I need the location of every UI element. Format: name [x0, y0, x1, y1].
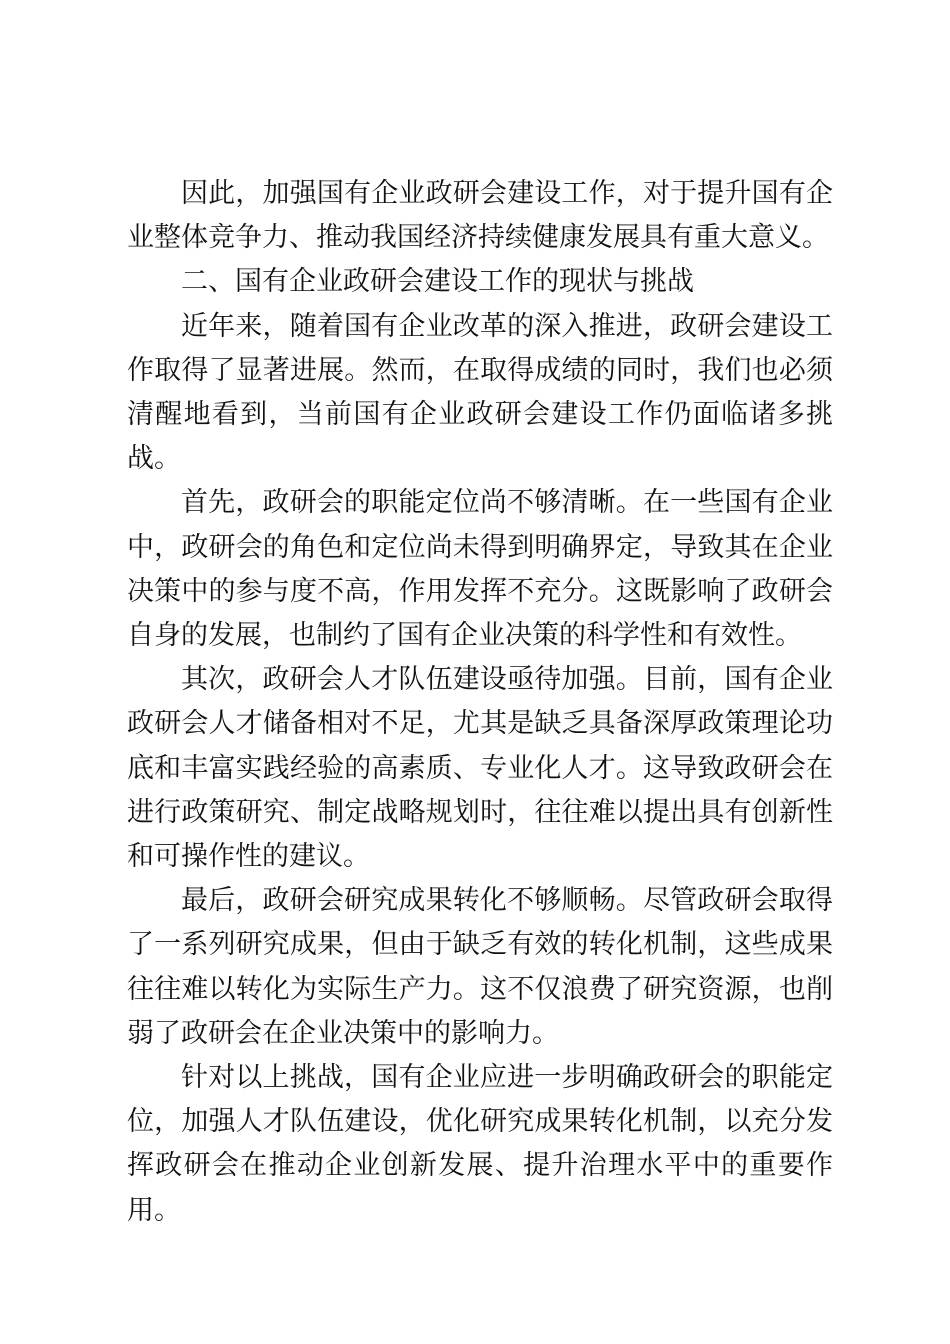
paragraph-second-challenge: 其次，政研会人才队伍建设亟待加强。目前，国有企业政研会人才储备相对不足，尤其是缺乏具备深厚政策理论功底和丰富实践经验的高素质、专业化人才。这导致政研会在进行政策研究、制定战略规划时，往往难以提出具有创新性和可操作性的建议。 [127, 664, 833, 873]
paragraph-third-challenge: 最后，政研会研究成果转化不够顺畅。尽管政研会取得了一系列研究成果，但由于缺乏有效的转化机制，这些成果往往难以转化为实际生产力。这不仅浪费了研究资源，也削弱了政研会在企业决策中的影响力。 [127, 885, 833, 1049]
section-heading: 二、国有企业政研会建设工作的现状与挑战 [181, 266, 694, 298]
paragraph-response: 针对以上挑战，国有企业应进一步明确政研会的职能定位，加强人才队伍建设，优化研究成果转化机制，以充分发挥政研会在推动企业创新发展、提升治理水平中的重要作用。 [127, 1062, 833, 1226]
body-text [127, 172, 833, 1233]
paragraph-recent-progress: 近年来，随着国有企业改革的深入推进，政研会建设工作取得了显著进展。然而，在取得成绩的同时，我们也必须清醒地看到，当前国有企业政研会建设工作仍面临诸多挑战。 [127, 310, 833, 475]
paragraph-first-challenge: 首先，政研会的职能定位尚不够清晰。在一些国有企业中，政研会的角色和定位尚未得到明确界定，导致其在企业决策中的参与度不高，作用发挥不充分。这既影响了政研会自身的发展，也制约了国有企业决策的科学性和有效性。 [127, 487, 833, 652]
paragraph-significance: 因此，加强国有企业政研会建设工作，对于提升国有企业整体竞争力、推动我国经济持续健康发展具有重大意义。 [127, 178, 833, 254]
